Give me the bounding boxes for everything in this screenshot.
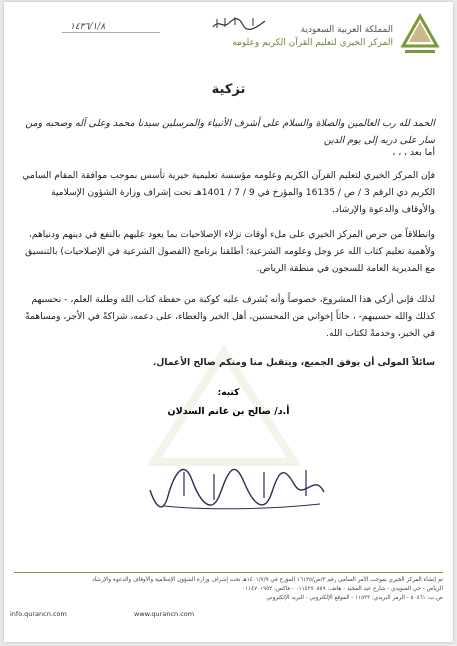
letter-footer — [14, 572, 443, 603]
handwritten-date: ١٤٣٦/١/٨ — [70, 22, 106, 32]
footer-address-line: الرياض - حي السويدي - شارع عبد المجيد - هاتف: ٠١١٤٢٧٠٥٥٩ - فاكس: ٠١١٤٧٠١٩٥٢ — [242, 586, 443, 592]
footer-website[interactable]: www.qurancn.com — [134, 610, 195, 618]
date-field — [64, 16, 154, 46]
center-logo-icon — [397, 12, 443, 68]
paragraph-endorsement: لذلك فإني أزكي هذا المشروع، خصوصاً وأنه يُشرف عليه كوكبة من حفظة كتاب الله وطلبة العلم، - نحسبهم كذلك والله حسيبهم- ، حاثاً إخواني من المحسنين، أهل الخير والعطاء، على دعمه، شراكةً في الأجر، ومساهمةً في الخير، وخدمةً لكتاب الله. — [25, 294, 435, 339]
amma-bad: أما بعد ، ، ، — [392, 147, 435, 158]
footer-email[interactable]: info.qurancn.com — [10, 610, 67, 618]
paragraph-founding: فإن المركز الخيري لتعليم القرآن الكريم وعلومه مؤسسة تعليمية خيرية تأسس بموجب موافقة المقام السامي الكريم ذي الرقم 3 / ص / 16135 والمؤرخ في 9 / 7 / 1401هـ تحت إشراف وزارة الشؤون الإسلامية والأوقاف والدعوة والإرشاد. — [22, 170, 435, 215]
letter-page — [4, 2, 453, 642]
paragraph-program: وانطلاقاً من حرص المركز الخيري على ملء أوقات نزلاء الإصلاحيات بما يعود عليهم بالنفع في دينهم ودنياهم، ولأهمية تعليم كتاب الله عز وجل وعلومه الشرعية؛ أطلقنا برنامج (الفصول الشرعية في الإصلاحيات) بالتنسيق مع المديرية العامة للسجون في منطقة الرياض. — [25, 229, 435, 274]
date-underline — [62, 32, 160, 33]
handwritten-signature-icon — [144, 462, 334, 514]
writer-label: كتبه: — [217, 388, 240, 398]
document-title: تزكية — [211, 82, 246, 97]
basmala-calligraphy-icon — [209, 13, 269, 33]
letterhead — [4, 2, 453, 70]
opening-praise: الحمد لله رب العالمين والصلاة والسلام على أشرف الأنبياء والمرسلين سيدنا محمد وعلى آله وصحبه ومن سار على دربه إلى يوم الدين — [25, 118, 435, 146]
writer-name: أ.د/ صالح بن غانم السدلان — [167, 406, 290, 417]
footer-legal-line: تم إنشاء المركز الخيري بموجب الأمر السامي رقم ٣/ص/١٦١٣٥ المؤرخ في ١٤٠١/٧/٩هـ تحت إشراف وزارة الشؤون الإسلامية والأوقاف والدعوة والإرشاد — [92, 577, 443, 583]
paragraph-closing: سائلاً المولى أن يوفق الجميع، ويتقبل منا ومنكم صالح الأعمال. — [152, 357, 435, 368]
center-name-line: المركز الخيري لتعليم القرآن الكريم وعلومه — [232, 38, 393, 48]
country-line: المملكة العربية السعودية — [300, 25, 393, 35]
footer-contact-line: ص.ب: ٥٠٨٦١ - الرمز البريدي: ١١٥٣٣ - الموقع الإلكتروني - البريد الإلكتروني — [266, 595, 443, 601]
